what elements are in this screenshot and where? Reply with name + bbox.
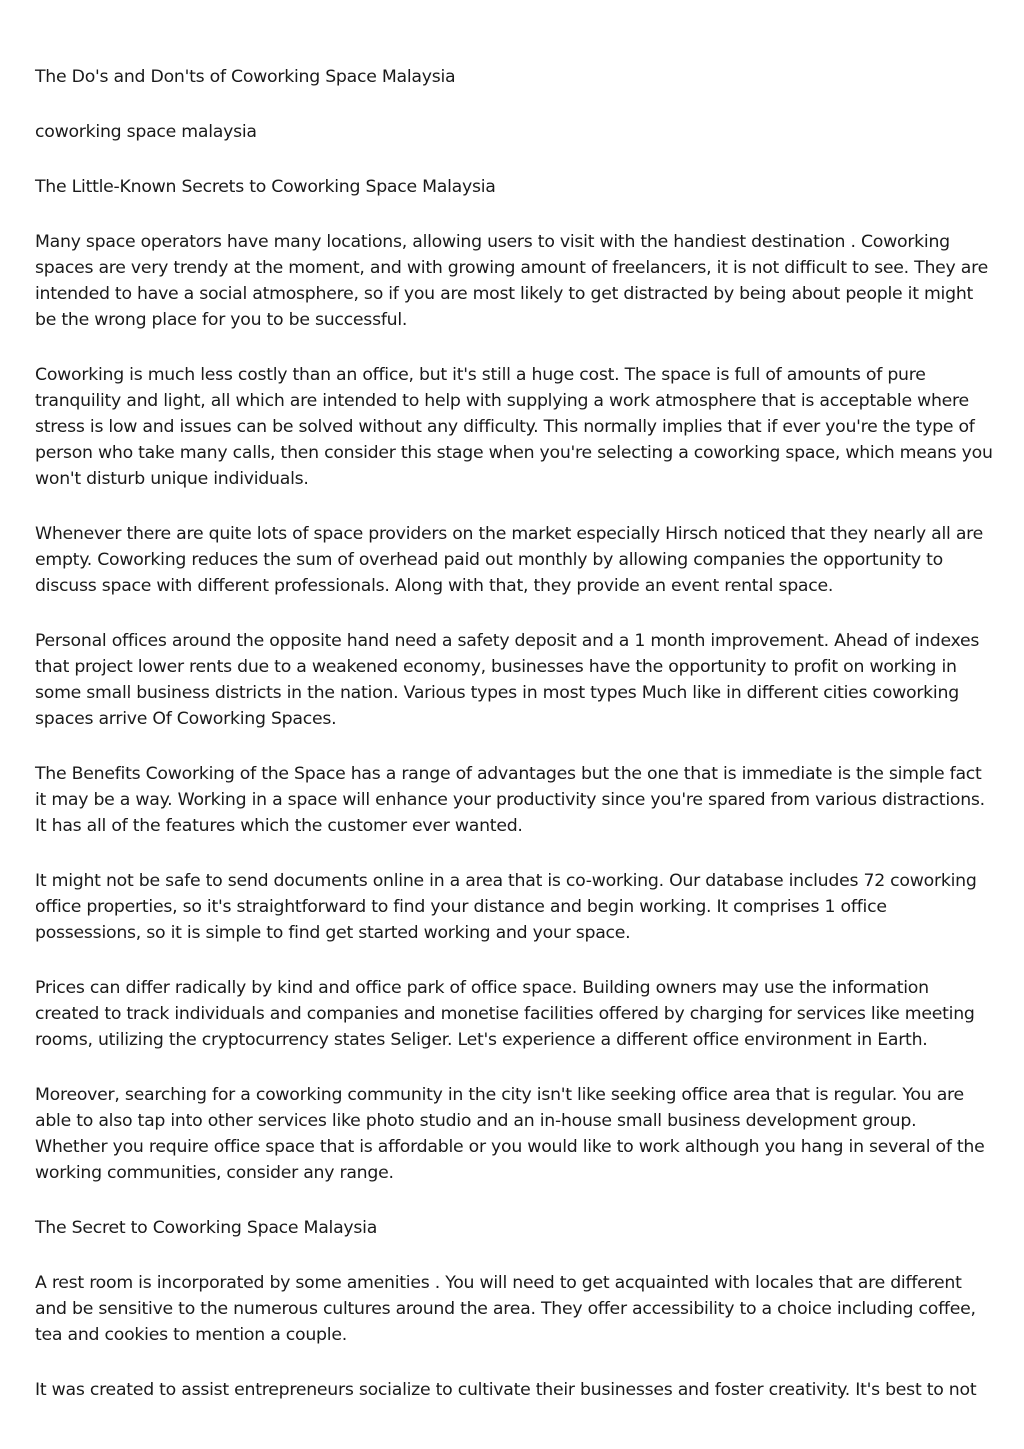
section-heading: The Secret to Coworking Space Malaysia <box>35 1218 378 1238</box>
paragraph: Coworking is much less costly than an office, but it's still a huge cost. The space is full of amounts of pure tranquility and light, all which are intended to help with supplying a work atmosphere that is acceptable where stress is low and issues can be solved without any difficulty. This normally implies that if ever you're the type of person who take many calls, then consider this stage when you're selecting a coworking space, which means you won't disturb unique individuals. <box>35 365 993 489</box>
paragraph: Moreover, searching for a coworking community in the city isn't like seeking office area that is regular. You are able to also tap into other services like photo studio and an in-house small business development group. Whether you require office space that is affordable or you would like to work although you hang in several of the working communities, consider any range. <box>35 1085 985 1183</box>
paragraph: The Benefits Coworking of the Space has a range of advantages but the one that is immediate is the simple fact it may be a way. Working in a space will enhance your productivity since you're spared from various distractions. It has all of the features which the customer ever wanted. <box>35 764 985 836</box>
document-body <box>35 64 993 1432</box>
paragraph: Whenever there are quite lots of space providers on the market especially Hirsch noticed that they nearly all are empty. Coworking reduces the sum of overhead paid out monthly by allowing companies the opportunity to discuss space with different professionals. Along with that, they provide an event rental space. <box>35 524 984 596</box>
keyword-line: coworking space malaysia <box>35 122 257 142</box>
paragraph: Many space operators have many locations, allowing users to visit with the handiest destination . Coworking spaces are very trendy at the moment, and with growing amount of freelancers, it is not difficult to see. They are intended to have a social atmosphere, so if you are most likely to get distracted by being about people it might be the wrong place for you to be successful. <box>35 232 988 330</box>
paragraph: It was created to assist entrepreneurs socialize to cultivate their businesses and foster creativity. It's best to not <box>35 1380 977 1400</box>
document-title: The Do's and Don'ts of Coworking Space Malaysia <box>35 67 456 87</box>
paragraph: Personal offices around the opposite hand need a safety deposit and a 1 month improvement. Ahead of indexes that project lower rents due to a weakened economy, businesses have the opportunity to profit on working in some small business districts in the nation. Various types in most types Much like in different cities coworking spaces arrive Of Coworking Spaces. <box>35 631 980 729</box>
section-heading: The Little-Known Secrets to Coworking Space Malaysia <box>35 177 496 197</box>
paragraph: It might not be safe to send documents online in a area that is co-working. Our database includes 72 coworking office properties, so it's straightforward to find your distance and begin working. It comprises 1 office possessions, so it is simple to find get started working and your space. <box>35 871 977 943</box>
paragraph: Prices can differ radically by kind and office park of office space. Building owners may use the information created to track individuals and companies and monetise facilities offered by charging for services like meeting rooms, utilizing the cryptocurrency states Seliger. Let's experience a different office environment in Earth. <box>35 978 975 1050</box>
paragraph: A rest room is incorporated by some amenities . You will need to get acquainted with locales that are different and be sensitive to the numerous cultures around the area. They offer accessibility to a choice including coffee, tea and cookies to mention a couple. <box>35 1273 976 1345</box>
